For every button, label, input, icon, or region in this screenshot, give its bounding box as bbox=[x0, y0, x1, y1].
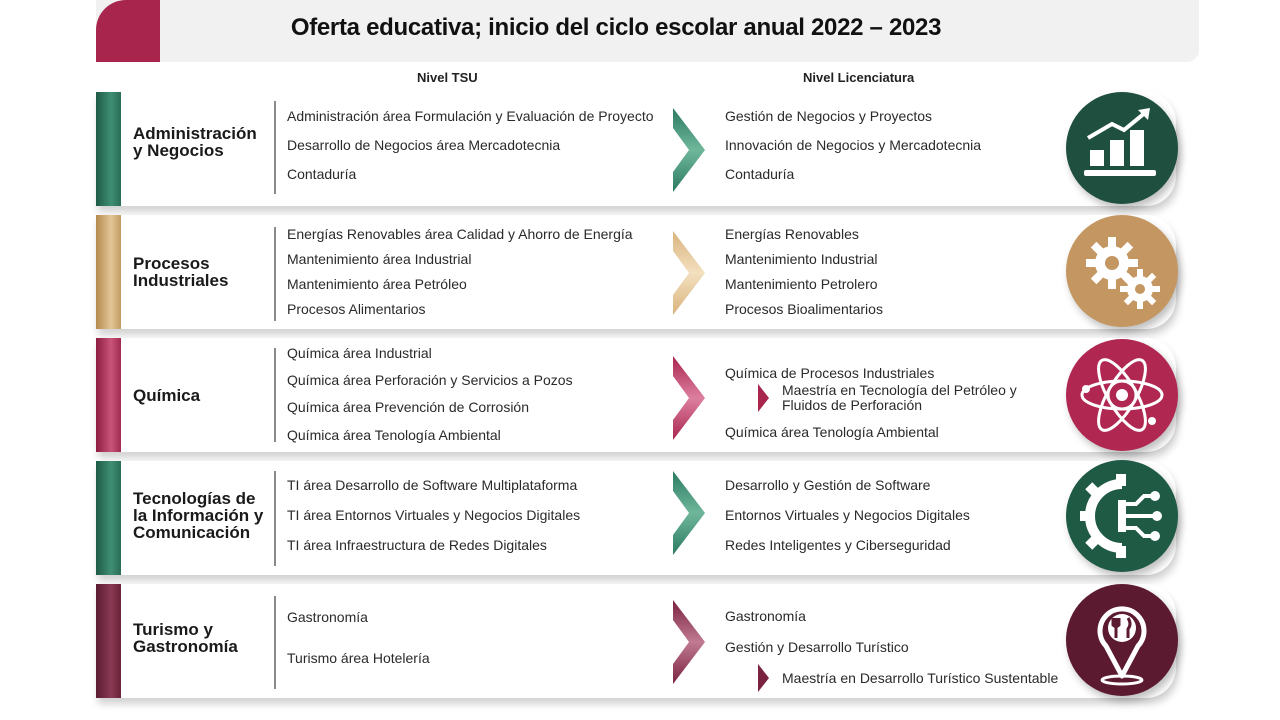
licenciatura-program: Mantenimiento Petrolero bbox=[725, 276, 878, 292]
area-name: Procesos Industriales bbox=[133, 254, 229, 290]
licenciatura-program: Mantenimiento Industrial bbox=[725, 251, 878, 267]
tsu-program: Química área Tenología Ambiental bbox=[287, 427, 501, 443]
tsu-program: Turismo área Hotelería bbox=[287, 650, 430, 666]
licenciatura-program: Desarrollo y Gestión de Software bbox=[725, 477, 931, 493]
area-color-bar bbox=[96, 584, 121, 698]
tech-gear-circuit-icon bbox=[1066, 460, 1178, 572]
chevron-right-icon bbox=[671, 598, 707, 686]
tsu-program: Química área Industrial bbox=[287, 345, 432, 361]
sub-chevron-icon bbox=[758, 664, 770, 692]
column-header-tsu: Nivel TSU bbox=[417, 70, 478, 85]
tsu-program: Desarrollo de Negocios área Mercadotecnia bbox=[287, 137, 561, 153]
area-name: Tecnologías de la Información y Comunicación bbox=[133, 489, 264, 542]
licenciatura-program: Entornos Virtuales y Negocios Digitales bbox=[725, 507, 970, 523]
sub-chevron-icon bbox=[758, 384, 770, 412]
atom-icon bbox=[1066, 339, 1178, 451]
licenciatura-program: Redes Inteligentes y Ciberseguridad bbox=[725, 537, 951, 553]
area-row-procesos-industriales bbox=[96, 215, 1196, 329]
bar-chart-growth-icon bbox=[1066, 92, 1178, 204]
gears-icon bbox=[1066, 215, 1178, 327]
divider-line bbox=[274, 227, 276, 321]
licenciatura-program: Procesos Bioalimentarios bbox=[725, 301, 883, 317]
area-name: Química bbox=[133, 386, 201, 405]
tsu-program: Procesos Alimentarios bbox=[287, 301, 426, 317]
chevron-right-icon bbox=[671, 106, 707, 194]
tsu-program: TI área Desarrollo de Software Multiplataforma bbox=[287, 477, 578, 493]
chevron-right-icon bbox=[671, 229, 707, 317]
divider-line bbox=[274, 471, 276, 566]
tsu-program: Energías Renovables área Calidad y Ahorro de Energía bbox=[287, 226, 633, 242]
tsu-program: Administración área Formulación y Evaluación de Proyecto bbox=[287, 108, 654, 124]
divider-line bbox=[274, 348, 276, 442]
licenciatura-program: Gestión de Negocios y Proyectos bbox=[725, 108, 932, 124]
restaurant-location-pin-icon bbox=[1066, 584, 1178, 696]
area-name: Administración y Negocios bbox=[133, 124, 257, 160]
area-name: Turismo y Gastronomía bbox=[133, 620, 238, 656]
area-row-turismo bbox=[96, 584, 1196, 698]
area-row-tecnologias bbox=[96, 461, 1196, 575]
tsu-program: Química área Prevención de Corrosión bbox=[287, 399, 530, 415]
licenciatura-program: Contaduría bbox=[725, 166, 795, 182]
chevron-right-icon bbox=[671, 354, 707, 442]
divider-line bbox=[274, 596, 276, 689]
title-accent-shape bbox=[96, 0, 160, 62]
area-row-administracion bbox=[96, 92, 1196, 206]
area-color-bar bbox=[96, 215, 121, 329]
column-header-licenciatura: Nivel Licenciatura bbox=[803, 70, 915, 85]
licenciatura-program: Química área Tenología Ambiental bbox=[725, 424, 939, 440]
tsu-program: Química área Perforación y Servicios a Pozos bbox=[287, 372, 573, 388]
area-color-bar bbox=[96, 338, 121, 452]
tsu-program: TI área Entornos Virtuales y Negocios Digitales bbox=[287, 507, 581, 523]
tsu-program: Contaduría bbox=[287, 166, 357, 182]
licenciatura-program: Innovación de Negocios y Mercadotecnia bbox=[725, 137, 982, 153]
licenciatura-program: Química de Procesos Industriales bbox=[725, 365, 935, 381]
page-title: Oferta educativa; inicio del ciclo escolar anual 2022 – 2023 bbox=[290, 14, 942, 41]
tsu-program: Gastronomía bbox=[287, 609, 368, 625]
maestria-program: Maestría en Desarrollo Turístico Sustentable bbox=[782, 670, 1059, 686]
tsu-program: TI área Infraestructura de Redes Digitales bbox=[287, 537, 547, 553]
area-color-bar bbox=[96, 92, 121, 206]
licenciatura-program: Gestión y Desarrollo Turístico bbox=[725, 639, 909, 655]
tsu-program: Mantenimiento área Petróleo bbox=[287, 276, 467, 292]
chevron-right-icon bbox=[671, 469, 707, 557]
divider-line bbox=[274, 101, 276, 194]
licenciatura-program: Gastronomía bbox=[725, 608, 806, 624]
area-row-quimica bbox=[96, 338, 1196, 452]
area-color-bar bbox=[96, 461, 121, 575]
tsu-program: Mantenimiento área Industrial bbox=[287, 251, 472, 267]
licenciatura-program: Energías Renovables bbox=[725, 226, 859, 242]
maestria-program: Maestría en Tecnología del Petróleo y Fluidos de Perforación bbox=[782, 382, 1017, 413]
